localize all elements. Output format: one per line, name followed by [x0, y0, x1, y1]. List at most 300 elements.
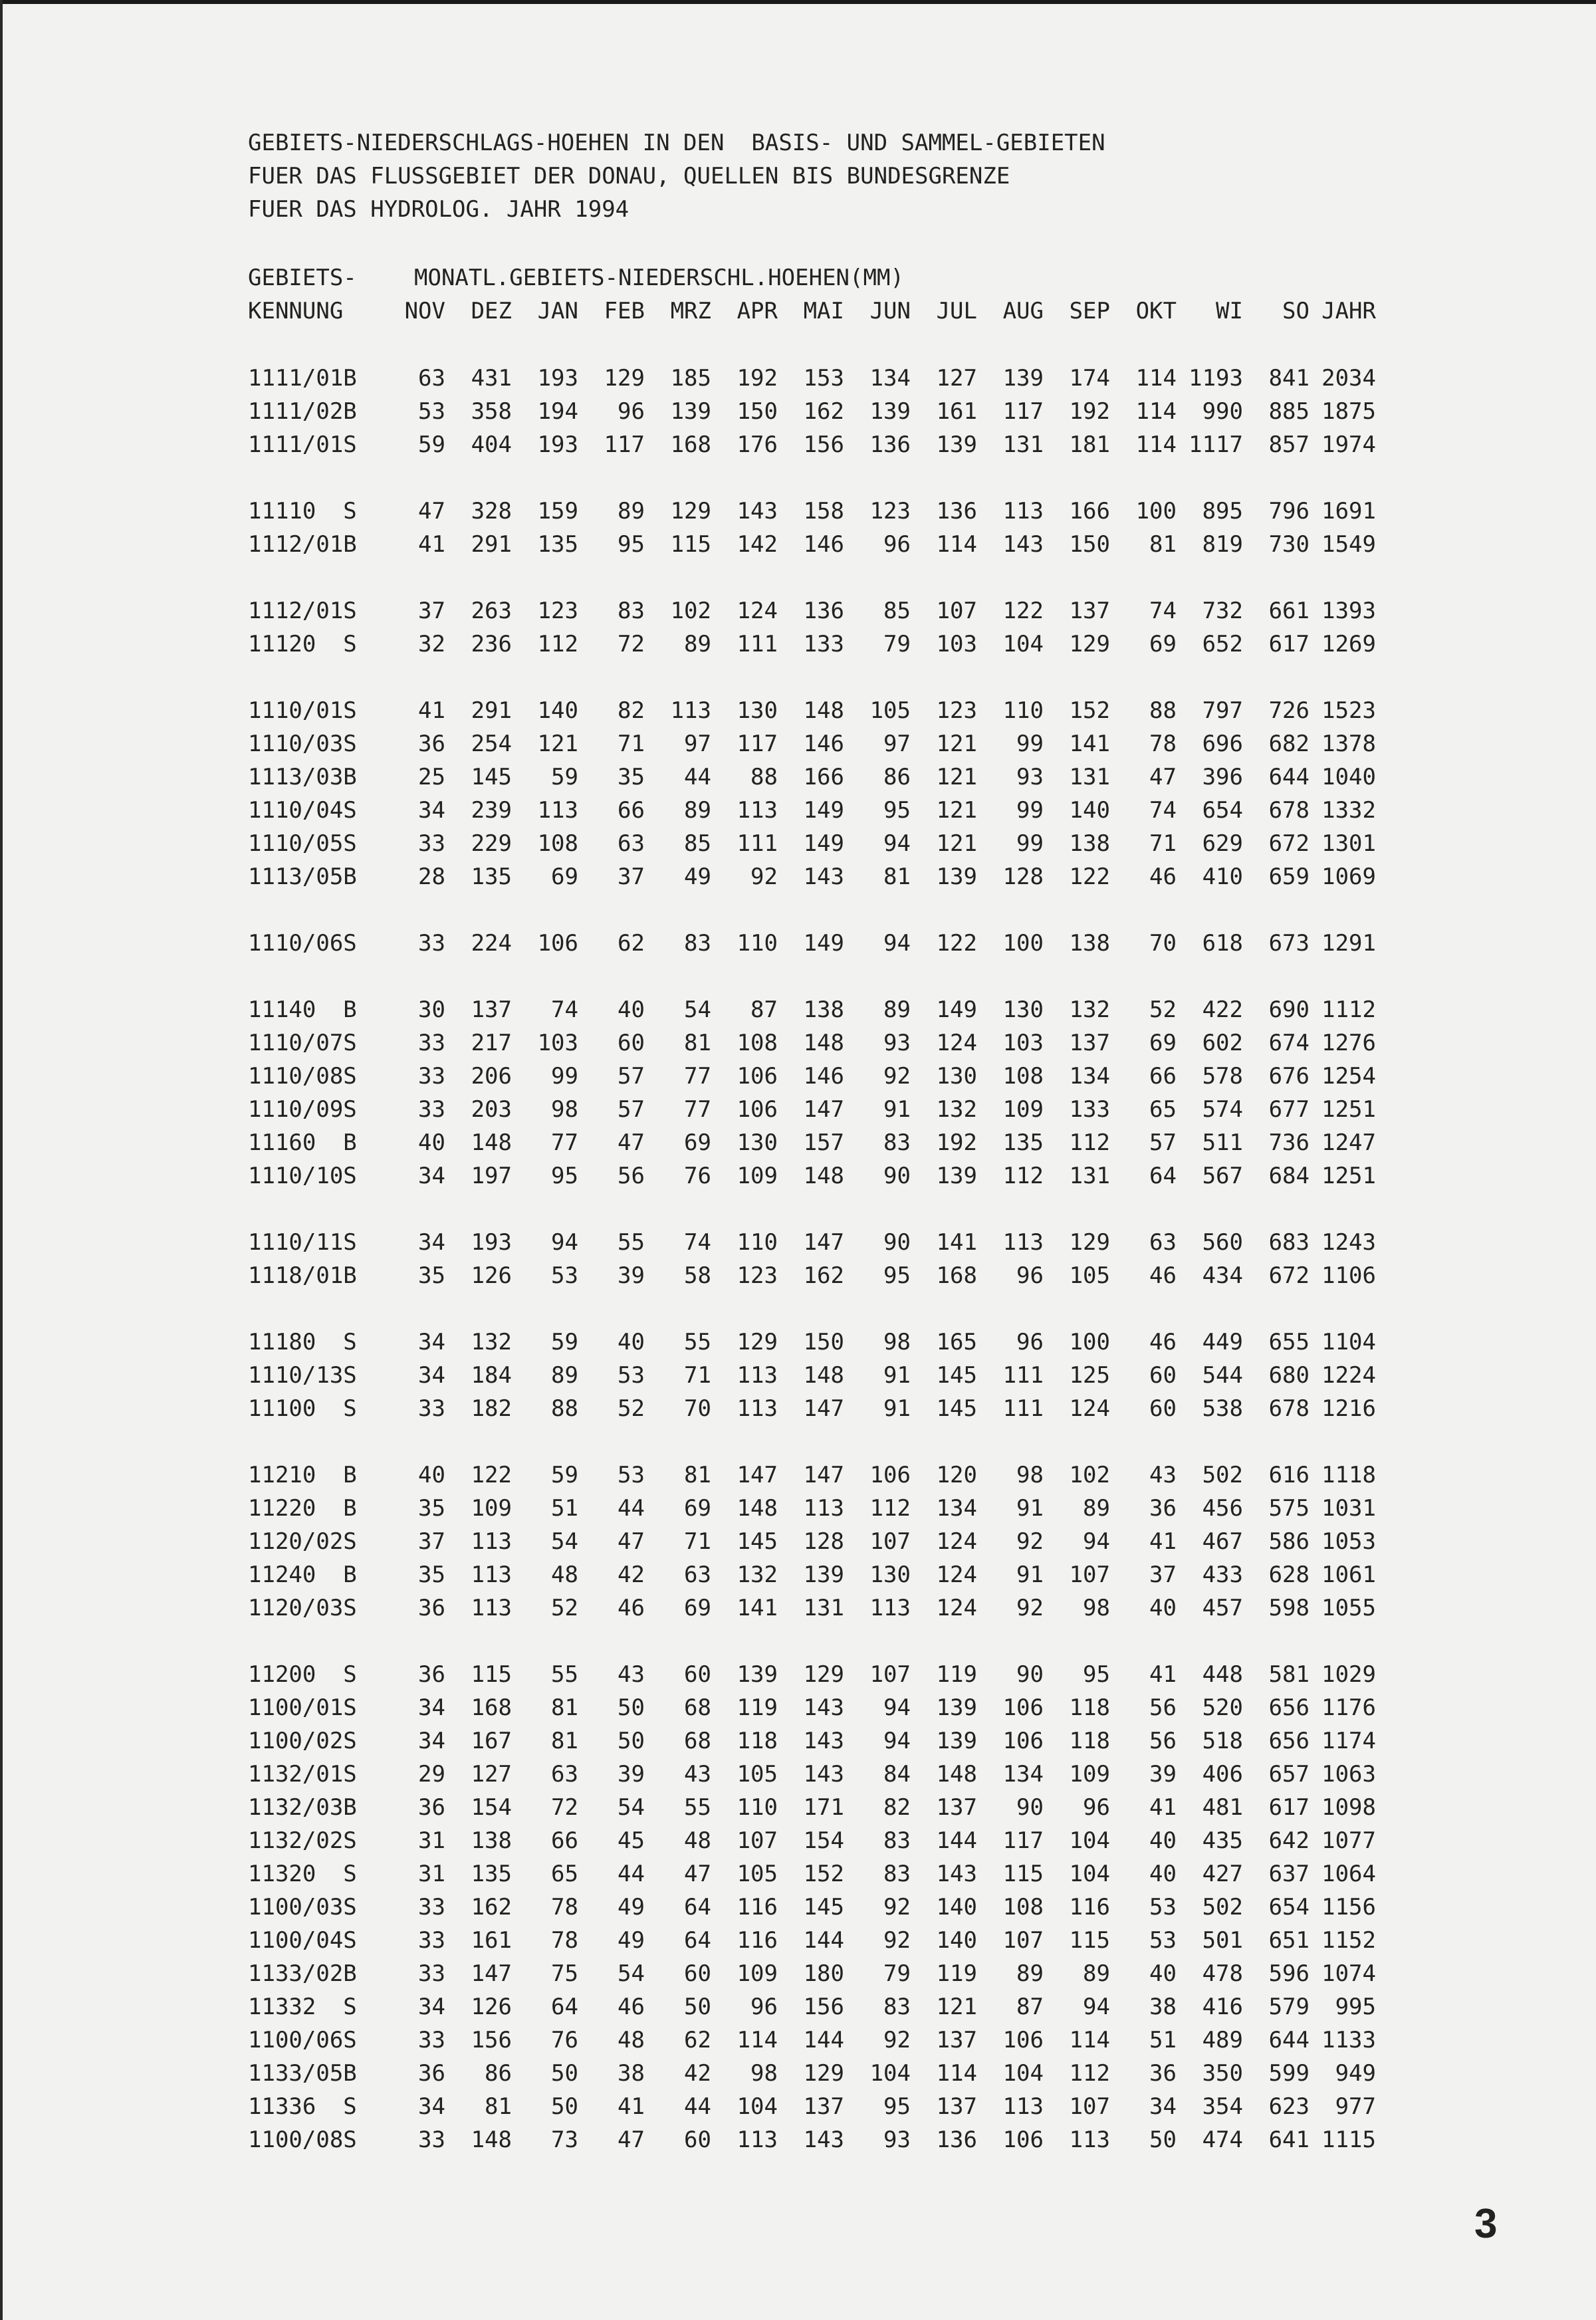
area-id-cell: 1111/02B: [248, 398, 357, 425]
value-cell: 82: [883, 1794, 911, 1821]
table-row: [248, 1591, 1376, 1625]
value-cell: 69: [1149, 631, 1177, 657]
value-cell: 107: [737, 1827, 778, 1854]
area-id-cell: 1118/01B: [248, 1262, 357, 1289]
value-cell: 574: [1202, 1096, 1243, 1123]
value-cell: 39: [1149, 1761, 1177, 1788]
value-cell: 111: [1002, 1362, 1044, 1389]
value-cell: 661: [1268, 598, 1310, 624]
value-cell: 35: [418, 1562, 445, 1588]
value-cell: 143: [803, 864, 844, 890]
value-cell: 88: [551, 1395, 578, 1422]
value-cell: 106: [1002, 1728, 1044, 1754]
column-group-title: MONATL.GEBIETS-NIEDERSCHL.HOEHEN(MM): [414, 265, 904, 291]
value-cell: 130: [737, 1129, 778, 1156]
value-cell: 96: [750, 1994, 778, 2020]
table-row: [248, 1558, 1376, 1591]
value-cell: 156: [471, 2027, 512, 2053]
value-cell: 71: [1149, 830, 1177, 857]
value-cell: 1291: [1321, 930, 1376, 957]
value-cell: 95: [618, 531, 645, 558]
value-cell: 83: [883, 1827, 911, 1854]
value-cell: 33: [418, 1894, 445, 1920]
value-cell: 1251: [1321, 1096, 1376, 1123]
value-cell: 33: [418, 1927, 445, 1954]
value-cell: 655: [1268, 1329, 1310, 1355]
value-cell: 98: [883, 1329, 911, 1355]
value-cell: 162: [803, 1262, 844, 1289]
value-cell: 165: [936, 1329, 977, 1355]
value-cell: 104: [1069, 1827, 1110, 1854]
value-cell: 116: [1069, 1894, 1110, 1920]
value-cell: 72: [551, 1794, 578, 1821]
area-id-cell: 11180 S: [248, 1329, 357, 1355]
value-cell: 74: [1149, 797, 1177, 824]
value-cell: 134: [1069, 1063, 1110, 1090]
value-cell: 131: [1069, 1163, 1110, 1189]
value-cell: 99: [551, 1063, 578, 1090]
table-row: [248, 628, 1376, 661]
value-cell: 55: [551, 1661, 578, 1688]
value-cell: 88: [750, 764, 778, 790]
value-cell: 78: [1149, 731, 1177, 757]
value-cell: 36: [418, 1661, 445, 1688]
value-cell: 33: [418, 1030, 445, 1056]
area-id-cell: 1113/05B: [248, 864, 357, 890]
value-cell: 127: [471, 1761, 512, 1788]
value-cell: 44: [618, 1861, 645, 1887]
value-cell: 137: [936, 2027, 977, 2053]
value-cell: 680: [1268, 1362, 1310, 1389]
value-cell: 79: [883, 631, 911, 657]
value-cell: 111: [1002, 1395, 1044, 1422]
value-cell: 1117: [1189, 431, 1243, 458]
value-cell: 116: [737, 1927, 778, 1954]
table-row: [248, 1691, 1376, 1724]
value-cell: 78: [551, 1894, 578, 1920]
value-cell: 41: [1149, 1528, 1177, 1555]
table-row: [248, 1957, 1376, 1990]
value-cell: 123: [537, 598, 578, 624]
value-cell: 51: [551, 1495, 578, 1522]
value-cell: 124: [1069, 1395, 1110, 1422]
value-cell: 567: [1202, 1163, 1243, 1189]
value-cell: 115: [471, 1661, 512, 1688]
value-cell: 129: [803, 1661, 844, 1688]
value-cell: 53: [1149, 1927, 1177, 1954]
value-cell: 66: [1149, 1063, 1177, 1090]
value-cell: 145: [471, 764, 512, 790]
value-cell: 33: [418, 2127, 445, 2153]
value-cell: 102: [670, 598, 711, 624]
value-cell: 108: [1002, 1894, 1044, 1920]
value-cell: 69: [684, 1129, 711, 1156]
value-cell: 48: [684, 1827, 711, 1854]
value-cell: 857: [1268, 431, 1310, 458]
value-cell: 154: [803, 1827, 844, 1854]
value-cell: 254: [471, 731, 512, 757]
value-cell: 31: [418, 1861, 445, 1887]
value-cell: 143: [737, 498, 778, 524]
value-cell: 96: [1016, 1329, 1044, 1355]
value-cell: 696: [1202, 731, 1243, 757]
value-cell: 150: [803, 1329, 844, 1355]
column-label-jun: JUN: [869, 298, 911, 324]
value-cell: 651: [1268, 1927, 1310, 1954]
value-cell: 158: [803, 498, 844, 524]
value-cell: 124: [936, 1562, 977, 1588]
value-cell: 146: [803, 531, 844, 558]
value-cell: 73: [551, 2127, 578, 2153]
value-cell: 181: [1069, 431, 1110, 458]
value-cell: 239: [471, 797, 512, 824]
area-id-cell: 1100/06S: [248, 2027, 357, 2053]
area-id-cell: 1113/03B: [248, 764, 357, 790]
value-cell: 108: [737, 1030, 778, 1056]
value-cell: 203: [471, 1096, 512, 1123]
value-cell: 501: [1202, 1927, 1243, 1954]
value-cell: 50: [551, 2060, 578, 2087]
value-cell: 138: [1069, 830, 1110, 857]
value-cell: 78: [551, 1927, 578, 1954]
value-cell: 60: [618, 1030, 645, 1056]
value-cell: 684: [1268, 1163, 1310, 1189]
value-cell: 107: [1069, 2093, 1110, 2120]
area-id-cell: 1100/08S: [248, 2127, 357, 2153]
value-cell: 161: [471, 1927, 512, 1954]
value-cell: 1031: [1321, 1495, 1376, 1522]
value-cell: 76: [684, 1163, 711, 1189]
value-cell: 118: [1069, 1694, 1110, 1721]
value-cell: 114: [737, 2027, 778, 2053]
table-row: [248, 1724, 1376, 1758]
area-id-cell: 1110/11S: [248, 1229, 357, 1256]
value-cell: 145: [803, 1894, 844, 1920]
value-cell: 478: [1202, 1960, 1243, 1987]
area-id-cell: 11120 S: [248, 631, 357, 657]
value-cell: 98: [1016, 1462, 1044, 1488]
value-cell: 113: [869, 1595, 911, 1621]
value-cell: 83: [883, 1994, 911, 2020]
value-cell: 43: [618, 1661, 645, 1688]
value-cell: 97: [883, 731, 911, 757]
column-header-group-row: [248, 261, 1376, 294]
table-row: [248, 1159, 1376, 1193]
value-cell: 135: [1002, 1129, 1044, 1156]
value-cell: 127: [936, 365, 977, 392]
value-cell: 44: [684, 2093, 711, 2120]
area-id-cell: 1100/01S: [248, 1694, 357, 1721]
value-cell: 133: [803, 631, 844, 657]
value-cell: 48: [618, 2027, 645, 2053]
value-cell: 98: [750, 2060, 778, 2087]
area-id-cell: 1133/02B: [248, 1960, 357, 1987]
value-cell: 628: [1268, 1562, 1310, 1588]
value-cell: 518: [1202, 1728, 1243, 1754]
value-cell: 672: [1268, 830, 1310, 857]
value-cell: 149: [936, 996, 977, 1023]
value-cell: 104: [737, 2093, 778, 2120]
value-cell: 435: [1202, 1827, 1243, 1854]
value-cell: 143: [936, 1861, 977, 1887]
table-row: [248, 993, 1376, 1026]
value-cell: 68: [684, 1728, 711, 1754]
value-cell: 143: [803, 2127, 844, 2153]
value-cell: 38: [618, 2060, 645, 2087]
table-row: [248, 1525, 1376, 1558]
table-row: [248, 495, 1376, 528]
value-cell: 47: [684, 1861, 711, 1887]
value-cell: 109: [737, 1960, 778, 1987]
column-label-id: KENNUNG: [248, 298, 344, 324]
value-cell: 132: [936, 1096, 977, 1123]
value-cell: 1691: [1321, 498, 1376, 524]
value-cell: 143: [803, 1728, 844, 1754]
value-cell: 95: [551, 1163, 578, 1189]
value-cell: 146: [803, 731, 844, 757]
value-cell: 1378: [1321, 731, 1376, 757]
value-cell: 115: [1069, 1927, 1110, 1954]
value-cell: 63: [684, 1562, 711, 1588]
value-cell: 129: [737, 1329, 778, 1355]
value-cell: 129: [604, 365, 645, 392]
value-cell: 60: [684, 1960, 711, 1987]
value-cell: 104: [1002, 631, 1044, 657]
value-cell: 147: [471, 1960, 512, 1987]
value-cell: 62: [684, 2027, 711, 2053]
column-label-mrz: MRZ: [670, 298, 711, 324]
value-cell: 113: [537, 797, 578, 824]
value-cell: 37: [618, 864, 645, 890]
value-cell: 38: [1149, 1994, 1177, 2020]
value-cell: 118: [1069, 1728, 1110, 1754]
value-cell: 481: [1202, 1794, 1243, 1821]
value-cell: 40: [1149, 1861, 1177, 1887]
value-cell: 90: [1016, 1794, 1044, 1821]
column-label-nov: NOV: [404, 298, 445, 324]
value-cell: 949: [1335, 2060, 1376, 2087]
document-header: [248, 126, 1105, 226]
value-cell: 139: [737, 1661, 778, 1688]
value-cell: 138: [803, 996, 844, 1023]
value-cell: 291: [471, 697, 512, 724]
value-cell: 125: [1069, 1362, 1110, 1389]
value-cell: 1133: [1321, 2027, 1376, 2053]
value-cell: 95: [1083, 1661, 1110, 1688]
value-cell: 154: [471, 1794, 512, 1821]
value-cell: 102: [1069, 1462, 1110, 1488]
value-cell: 90: [1016, 1661, 1044, 1688]
value-cell: 990: [1202, 398, 1243, 425]
value-cell: 94: [883, 830, 911, 857]
value-cell: 137: [936, 1794, 977, 1821]
value-cell: 140: [1069, 797, 1110, 824]
value-cell: 121: [936, 764, 977, 790]
value-cell: 119: [936, 1960, 977, 1987]
value-cell: 117: [604, 431, 645, 458]
value-cell: 46: [1149, 864, 1177, 890]
value-cell: 104: [1002, 2060, 1044, 2087]
value-cell: 93: [883, 1030, 911, 1056]
value-cell: 92: [750, 864, 778, 890]
value-cell: 33: [418, 1960, 445, 1987]
column-label-feb: FEB: [604, 298, 645, 324]
table-row: [248, 1226, 1376, 1259]
value-cell: 126: [471, 1994, 512, 2020]
value-cell: 34: [418, 1362, 445, 1389]
column-header: [248, 261, 1376, 328]
value-cell: 106: [1002, 2127, 1044, 2153]
value-cell: 113: [737, 1362, 778, 1389]
value-cell: 66: [551, 1827, 578, 1854]
value-cell: 46: [618, 1994, 645, 2020]
value-cell: 168: [670, 431, 711, 458]
table-row: [248, 1026, 1376, 1060]
area-id-cell: 1100/03S: [248, 1894, 357, 1920]
value-cell: 92: [883, 1063, 911, 1090]
value-cell: 70: [1149, 930, 1177, 957]
value-cell: 131: [1069, 764, 1110, 790]
value-cell: 146: [803, 1063, 844, 1090]
value-cell: 193: [537, 365, 578, 392]
value-cell: 116: [737, 1894, 778, 1920]
value-cell: 148: [803, 697, 844, 724]
table-row: [248, 760, 1376, 794]
value-cell: 33: [418, 830, 445, 857]
value-cell: 95: [883, 1262, 911, 1289]
value-cell: 152: [1069, 697, 1110, 724]
value-cell: 1053: [1321, 1528, 1376, 1555]
table-row: [248, 827, 1376, 860]
value-cell: 448: [1202, 1661, 1243, 1688]
value-cell: 1251: [1321, 1163, 1376, 1189]
value-cell: 159: [537, 498, 578, 524]
value-cell: 130: [936, 1063, 977, 1090]
value-cell: 55: [684, 1329, 711, 1355]
value-cell: 140: [936, 1894, 977, 1920]
value-cell: 34: [418, 2093, 445, 2120]
value-cell: 63: [1149, 1229, 1177, 1256]
value-cell: 642: [1268, 1827, 1310, 1854]
table-row: [248, 1990, 1376, 2024]
value-cell: 77: [551, 1129, 578, 1156]
value-cell: 64: [551, 1994, 578, 2020]
value-cell: 677: [1268, 1096, 1310, 1123]
value-cell: 130: [1002, 996, 1044, 1023]
value-cell: 40: [1149, 1960, 1177, 1987]
value-cell: 90: [883, 1229, 911, 1256]
table-row: [248, 1824, 1376, 1857]
value-cell: 732: [1202, 598, 1243, 624]
value-cell: 1152: [1321, 1927, 1376, 1954]
value-cell: 124: [936, 1595, 977, 1621]
value-cell: 89: [883, 996, 911, 1023]
value-cell: 128: [803, 1528, 844, 1555]
value-cell: 41: [618, 2093, 645, 2120]
value-cell: 86: [883, 764, 911, 790]
value-cell: 137: [803, 2093, 844, 2120]
table-row: [248, 927, 1376, 960]
value-cell: 730: [1268, 531, 1310, 558]
value-cell: 49: [684, 864, 711, 890]
value-cell: 132: [471, 1329, 512, 1355]
value-cell: 623: [1268, 2093, 1310, 2120]
value-cell: 98: [1083, 1595, 1110, 1621]
value-cell: 89: [684, 797, 711, 824]
table-row: [248, 1492, 1376, 1525]
value-cell: 1029: [1321, 1661, 1376, 1688]
value-cell: 100: [1069, 1329, 1110, 1355]
value-cell: 81: [684, 1462, 711, 1488]
value-cell: 656: [1268, 1694, 1310, 1721]
value-cell: 396: [1202, 764, 1243, 790]
value-cell: 132: [1069, 996, 1110, 1023]
value-cell: 92: [1016, 1595, 1044, 1621]
value-cell: 1269: [1321, 631, 1376, 657]
value-cell: 32: [418, 631, 445, 657]
value-cell: 109: [1002, 1096, 1044, 1123]
value-cell: 599: [1268, 2060, 1310, 2087]
value-cell: 74: [684, 1229, 711, 1256]
value-cell: 46: [618, 1595, 645, 1621]
value-cell: 92: [883, 1927, 911, 1954]
value-cell: 63: [551, 1761, 578, 1788]
value-cell: 113: [670, 697, 711, 724]
value-cell: 123: [936, 697, 977, 724]
value-cell: 51: [1149, 2027, 1177, 2053]
value-cell: 47: [618, 1528, 645, 1555]
value-cell: 167: [471, 1728, 512, 1754]
value-cell: 41: [418, 697, 445, 724]
value-cell: 94: [883, 1694, 911, 1721]
value-cell: 431: [471, 365, 512, 392]
value-cell: 581: [1268, 1661, 1310, 1688]
area-id-cell: 11332 S: [248, 1994, 357, 2020]
value-cell: 89: [684, 631, 711, 657]
value-cell: 43: [684, 1761, 711, 1788]
value-cell: 113: [1002, 1229, 1044, 1256]
value-cell: 98: [551, 1096, 578, 1123]
value-cell: 64: [1149, 1163, 1177, 1189]
table-row: [248, 1658, 1376, 1691]
value-cell: 92: [883, 2027, 911, 2053]
value-cell: 129: [670, 498, 711, 524]
value-cell: 560: [1202, 1229, 1243, 1256]
value-cell: 93: [1016, 764, 1044, 790]
value-cell: 148: [471, 1129, 512, 1156]
value-cell: 404: [471, 431, 512, 458]
value-cell: 41: [1149, 1661, 1177, 1688]
value-cell: 885: [1268, 398, 1310, 425]
value-cell: 113: [1069, 2127, 1110, 2153]
value-cell: 1063: [1321, 1761, 1376, 1788]
value-cell: 128: [1002, 864, 1044, 890]
value-cell: 34: [418, 1994, 445, 2020]
area-id-cell: 1111/01S: [248, 431, 357, 458]
value-cell: 37: [418, 598, 445, 624]
area-id-cell: 11110 S: [248, 498, 357, 524]
value-cell: 50: [1149, 2127, 1177, 2153]
value-cell: 328: [471, 498, 512, 524]
value-cell: 108: [537, 830, 578, 857]
value-cell: 40: [618, 1329, 645, 1355]
value-cell: 652: [1202, 631, 1243, 657]
table-row: [248, 1758, 1376, 1791]
value-cell: 100: [1135, 498, 1177, 524]
value-cell: 654: [1268, 1894, 1310, 1920]
column-label-wi: WI: [1216, 298, 1243, 324]
value-cell: 144: [936, 1827, 977, 1854]
